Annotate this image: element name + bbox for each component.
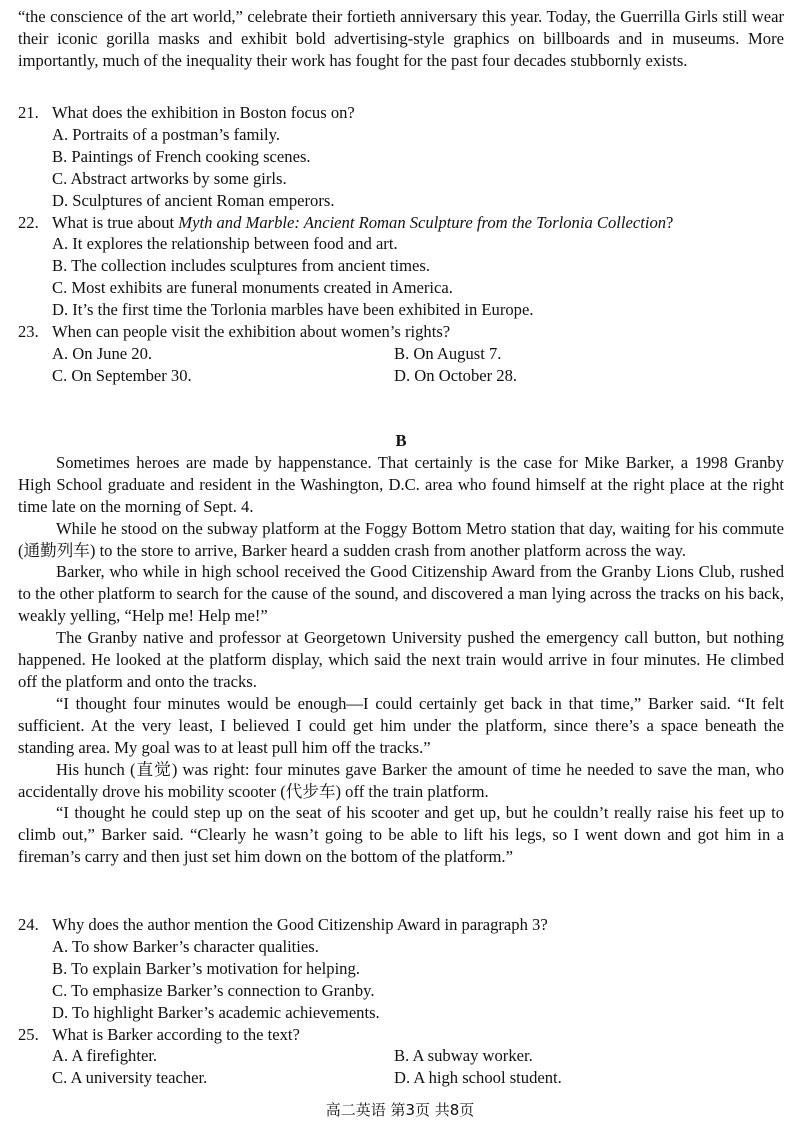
option-24-d: D. To highlight Barker’s academic achievements. [52, 1002, 380, 1022]
question-21 [18, 102, 784, 124]
question-stem-suffix: ? [666, 212, 674, 232]
option-25-a: A. A firefighter. [52, 1046, 158, 1066]
options-25-row-2 [18, 1067, 784, 1089]
question-number: 21. [18, 103, 39, 122]
question-22 [18, 212, 784, 234]
question-23 [18, 321, 784, 343]
passage-b-paragraph-2: While he stood on the subway platform at the Foggy Bottom Metro station that day, waiting for his commute (通勤列车) to the store to arrive, Barker heard a sudden crash from another platform across the way. [18, 518, 784, 560]
option-22-a: A. It explores the relationship between food and art. [52, 234, 398, 254]
option-23-a: A. On June 20. [52, 343, 153, 363]
option-25-c: C. A university teacher. [52, 1068, 208, 1088]
question-number: 24. [18, 915, 39, 934]
question-stem: What is Barker according to the text? [52, 1024, 300, 1044]
option-21-b: B. Paintings of French cooking scenes. [52, 146, 311, 166]
option-23-b: B. On August 7. [394, 343, 502, 363]
options-25-row-1 [18, 1045, 784, 1067]
option-25-d: D. A high school student. [394, 1068, 562, 1088]
passage-b-paragraph-1: Sometimes heroes are made by happenstance. That certainly is the case for Mike Barker, a 1998 Granby High School graduate and resident in the Washington, D.C. area who found himself at the right place at the right time late on the morning of Sept. 4. [18, 452, 784, 516]
option-25-b: B. A subway worker. [394, 1046, 533, 1066]
option-22-c: C. Most exhibits are funeral monuments created in America. [52, 278, 453, 298]
question-stem: Why does the author mention the Good Citizenship Award in paragraph 3? [52, 915, 548, 934]
option-24-a: A. To show Barker’s character qualities. [52, 936, 319, 956]
passage-b-paragraph-7: “I thought he could step up on the seat of his scooter and get up, but he couldn’t really raise his feet up to climb out,” Barker said. “Clearly he wasn’t going to be able to lift his legs, so I went down and got him in a fireman’s carry and then just set him down on the bottom of the platform.” [18, 803, 784, 867]
intro-paragraph: “the conscience of the art world,” celebrate their fortieth anniversary this year. Today, the Guerrilla Girls still wear their iconic gorilla masks and exhibit bold advertising-style graphics on billboards and in museums. More importantly, much of the inequality their work has fought for the past four decades stubbornly exists. [18, 7, 784, 70]
option-22-d: D. It’s the first time the Torlonia marbles have been exhibited in Europe. [52, 300, 534, 320]
passage-b-paragraph-4: The Granby native and professor at Georgetown University pushed the emergency call button, but nothing happened. He looked at the platform display, which said the next train would arrive in four minutes. He climbed off the platform and onto the tracks. [18, 628, 784, 691]
passage-b-paragraph-6: His hunch (直觉) was right: four minutes gave Barker the amount of time he needed to save the man, who accidentally drove his mobility scooter (代步车) off the train platform. [18, 759, 784, 801]
section-label: B [395, 431, 407, 450]
question-number: 23. [18, 322, 39, 342]
questions-21-23 [18, 102, 784, 387]
option-22-b: B. The collection includes sculptures from ancient times. [52, 256, 431, 276]
option-21-a: A. Portraits of a postman’s family. [52, 124, 280, 144]
question-stem: When can people visit the exhibition about women’s rights? [52, 322, 451, 342]
page-footer: 高二英语 第3页 共8页 [325, 1101, 475, 1119]
passage-b-paragraph-5: “I thought four minutes would be enough—I could certainly get back in that time,” Barker said. “It felt sufficient. At the very least, I believed I could get him under the platform, since there’s a space beneath the standing area. My goal was to at least pull him off the tracks.” [18, 693, 784, 757]
options-23-row-2 [18, 365, 784, 387]
option-21-d: D. Sculptures of ancient Roman emperors. [52, 190, 335, 210]
question-number: 22. [18, 212, 39, 232]
passage-a-ending [18, 6, 784, 72]
option-24-c: C. To emphasize Barker’s connection to Granby. [52, 980, 375, 1000]
question-24 [18, 914, 784, 936]
exhibition-title: Myth and Marble: Ancient Roman Sculpture from the Torlonia Collection [178, 212, 667, 232]
question-stem-prefix: What is true about [52, 212, 179, 232]
questions-24-25 [18, 914, 784, 1089]
option-21-c: C. Abstract artworks by some girls. [52, 168, 287, 188]
passage-b [18, 430, 784, 868]
question-number: 25. [18, 1024, 39, 1044]
option-23-d: D. On October 28. [394, 365, 518, 385]
passage-b-paragraph-3: Barker, who while in high school received the Good Citizenship Award from the Granby Lions Club, rushed to the other platform to search for the cause of the sound, and discovered a man lying across the tracks on his back, weakly yelling, “Help me! Help me!” [18, 562, 784, 626]
option-23-c: C. On September 30. [52, 365, 192, 385]
question-25 [18, 1024, 784, 1046]
option-24-b: B. To explain Barker’s motivation for helping. [52, 958, 360, 978]
question-stem: What does the exhibition in Boston focus on? [52, 103, 355, 122]
options-23-row-1 [18, 343, 784, 365]
